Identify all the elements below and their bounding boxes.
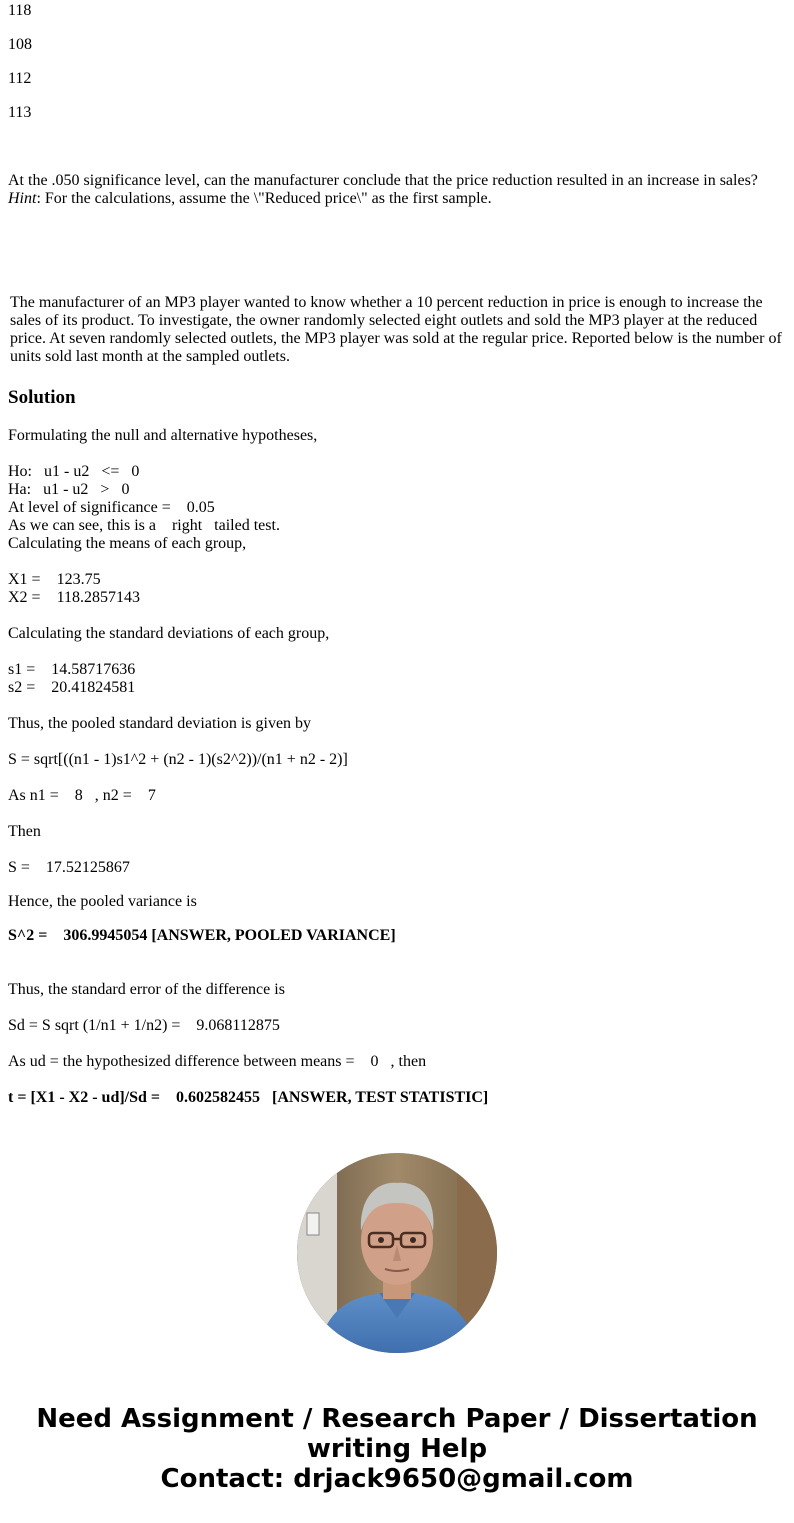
alternative-hypothesis: Ha: u1 - u2 > 0 [8, 481, 130, 498]
hint-text: : For the calculations, assume the \"Reduced price\" as the first sample. [36, 190, 492, 207]
tail-type: As we can see, this is a right tailed test. [8, 517, 280, 534]
mean-x2: X2 = 118.2857143 [8, 589, 140, 606]
contact-email: Contact: drjack9650@gmail.com [160, 1464, 634, 1494]
question-text: At the .050 significance level, can the manufacturer conclude that the price reduction resulted in an increase in sales? [8, 172, 758, 189]
mean-x1: X1 = 123.75 [8, 571, 101, 588]
solution-line: Thus, the pooled standard deviation is given by [8, 715, 312, 732]
solution-line: Hence, the pooled variance is [8, 893, 197, 910]
null-hypothesis: Ho: u1 - u2 <= 0 [8, 463, 140, 480]
solution-line: Then [8, 823, 41, 840]
footer-line: Need Assignment / Research Paper / Dissertation [36, 1404, 758, 1434]
solution-line: Formulating the null and alternative hypotheses, [8, 427, 318, 444]
test-statistic-answer: t = [X1 - X2 - ud]/Sd = 0.602582455 [ANSWER, TEST STATISTIC] [8, 1089, 489, 1106]
portrait-image [297, 1153, 497, 1353]
data-value: 113 [8, 104, 32, 121]
data-value: 108 [8, 36, 32, 53]
question-hint [8, 190, 492, 208]
data-value: 112 [8, 70, 32, 87]
hint-label: Hint [8, 190, 37, 207]
data-value: 118 [8, 2, 32, 19]
pooled-variance-answer: S^2 = 306.9945054 [ANSWER, POOLED VARIANCE] [8, 927, 396, 944]
standard-error-formula: Sd = S sqrt (1/n1 + 1/n2) = 9.068112875 [8, 1017, 280, 1034]
sd-s2: s2 = 20.41824581 [8, 679, 136, 696]
footer-banner [0, 1404, 794, 1494]
significance-level: At level of significance = 0.05 [8, 499, 215, 516]
solution-line: Thus, the standard error of the difference is [8, 981, 285, 998]
solution-heading: Solution [8, 387, 76, 408]
pooled-sd-value: S = 17.52125867 [8, 859, 130, 876]
author-avatar [297, 1153, 497, 1353]
hypothesized-difference: As ud = the hypothesized difference between means = 0 , then [8, 1053, 427, 1070]
solution-line: Calculating the standard deviations of each group, [8, 625, 330, 642]
pooled-formula: S = sqrt[((n1 - 1)s1^2 + (n2 - 1)(s2^2))/(n1 + n2 - 2)] [8, 751, 348, 768]
problem-statement: The manufacturer of an MP3 player wanted to know whether a 10 percent reduction in price is enough to increase the sales of its product. To investigate, the owner randomly selected eight outlets and sold the MP3 player at the reduced price. At seven randomly selected outlets, the MP3 player was sold at the regular price. Reported below is the number of units sold last month at the sampled outlets. [10, 294, 782, 365]
sample-sizes: As n1 = 8 , n2 = 7 [8, 787, 156, 804]
solution-line: Calculating the means of each group, [8, 535, 247, 552]
sd-s1: s1 = 14.58717636 [8, 661, 136, 678]
footer-line: writing Help [306, 1434, 488, 1464]
